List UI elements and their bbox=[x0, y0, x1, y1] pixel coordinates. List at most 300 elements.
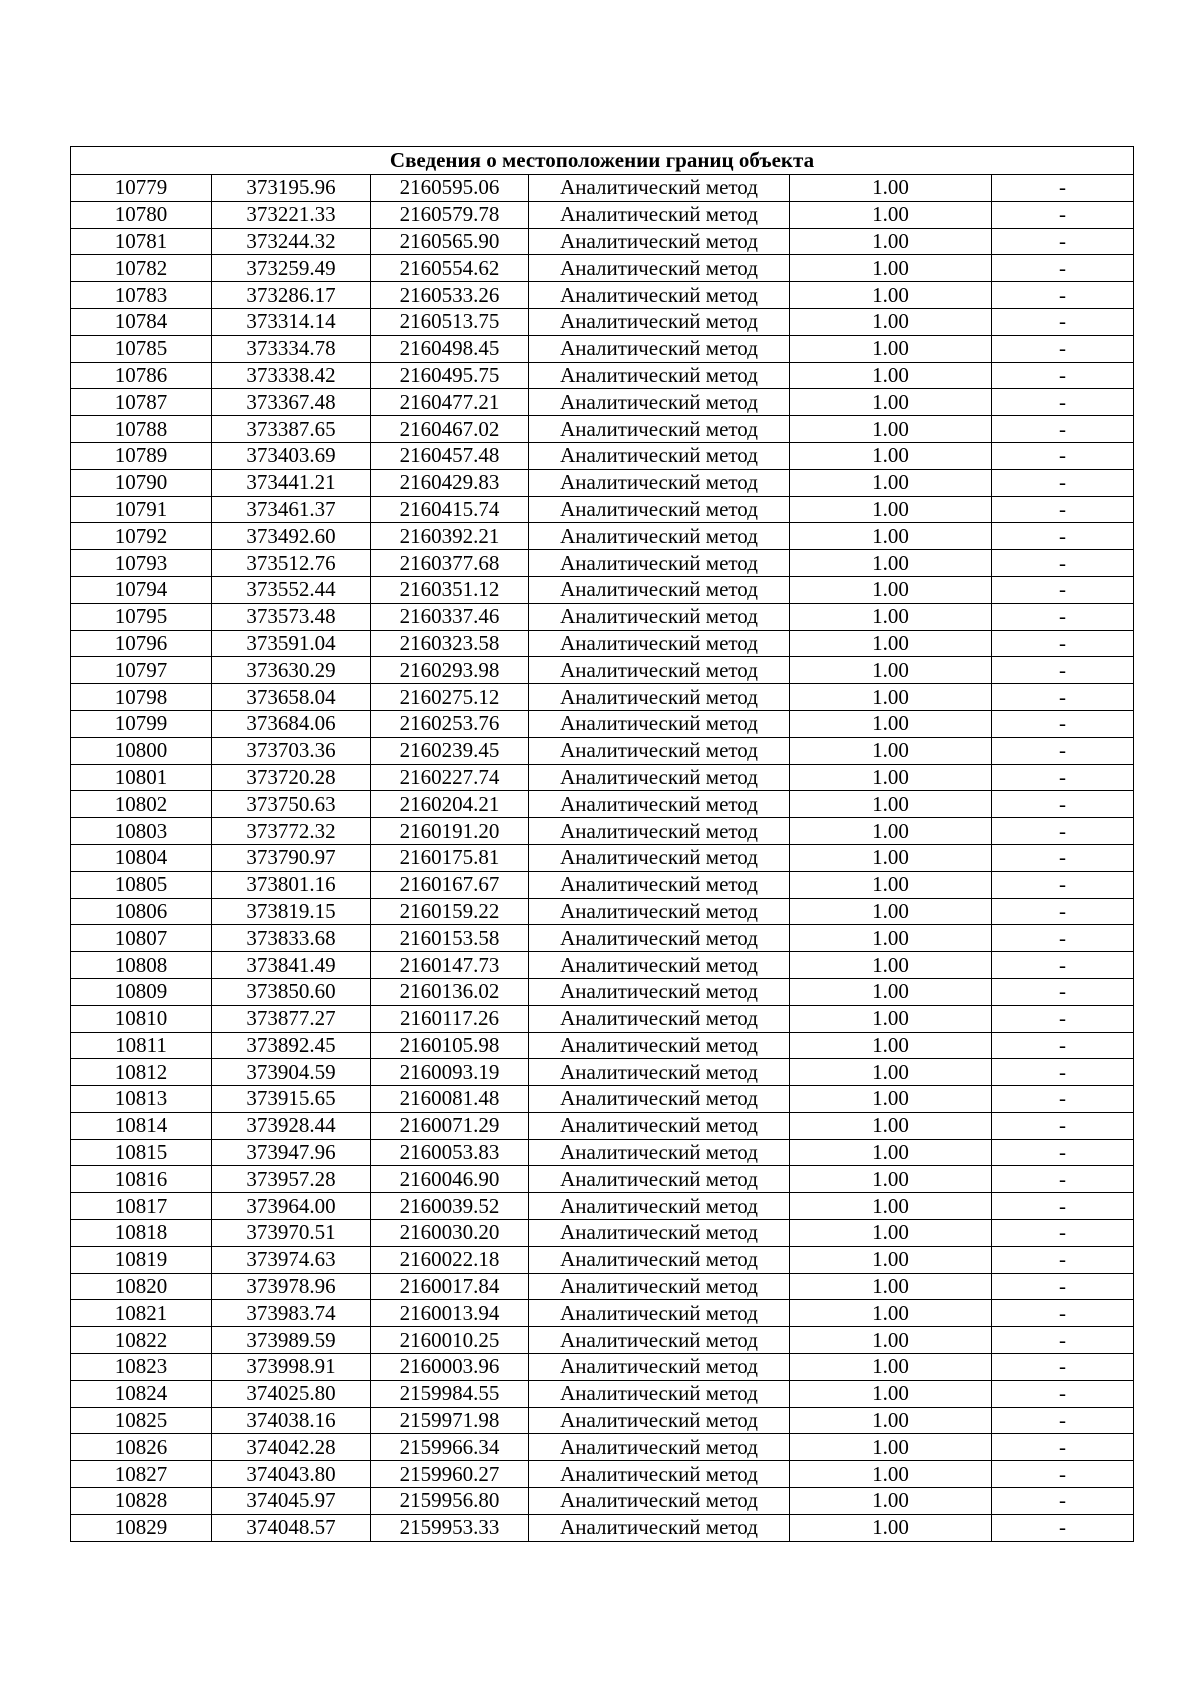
x-coordinate-cell: 373461.37 bbox=[212, 496, 371, 523]
accuracy-cell: 1.00 bbox=[790, 496, 992, 523]
x-coordinate-cell: 373492.60 bbox=[212, 523, 371, 550]
table-row bbox=[71, 1300, 1134, 1327]
x-coordinate-cell: 373750.63 bbox=[212, 791, 371, 818]
point-number-cell: 10796 bbox=[71, 630, 212, 657]
method-cell: Аналитический метод bbox=[529, 389, 790, 416]
accuracy-cell: 1.00 bbox=[790, 1514, 992, 1541]
table-row bbox=[71, 308, 1134, 335]
accuracy-cell: 1.00 bbox=[790, 1166, 992, 1193]
description-cell: - bbox=[992, 737, 1134, 764]
x-coordinate-cell: 373928.44 bbox=[212, 1112, 371, 1139]
y-coordinate-cell: 2160204.21 bbox=[371, 791, 529, 818]
description-cell: - bbox=[992, 764, 1134, 791]
y-coordinate-cell: 2160153.58 bbox=[371, 925, 529, 952]
method-cell: Аналитический метод bbox=[529, 603, 790, 630]
x-coordinate-cell: 373957.28 bbox=[212, 1166, 371, 1193]
method-cell: Аналитический метод bbox=[529, 362, 790, 389]
table-row bbox=[71, 335, 1134, 362]
x-coordinate-cell: 373244.32 bbox=[212, 228, 371, 255]
y-coordinate-cell: 2160323.58 bbox=[371, 630, 529, 657]
description-cell: - bbox=[992, 657, 1134, 684]
x-coordinate-cell: 373591.04 bbox=[212, 630, 371, 657]
table-body bbox=[71, 147, 1134, 1542]
description-cell: - bbox=[992, 1461, 1134, 1488]
accuracy-cell: 1.00 bbox=[790, 1005, 992, 1032]
table-row bbox=[71, 1407, 1134, 1434]
description-cell: - bbox=[992, 175, 1134, 202]
accuracy-cell: 1.00 bbox=[790, 1300, 992, 1327]
x-coordinate-cell: 373195.96 bbox=[212, 175, 371, 202]
accuracy-cell: 1.00 bbox=[790, 1059, 992, 1086]
x-coordinate-cell: 373850.60 bbox=[212, 978, 371, 1005]
point-number-cell: 10786 bbox=[71, 362, 212, 389]
point-number-cell: 10799 bbox=[71, 710, 212, 737]
x-coordinate-cell: 373978.96 bbox=[212, 1273, 371, 1300]
method-cell: Аналитический метод bbox=[529, 1300, 790, 1327]
point-number-cell: 10801 bbox=[71, 764, 212, 791]
y-coordinate-cell: 2160136.02 bbox=[371, 978, 529, 1005]
method-cell: Аналитический метод bbox=[529, 791, 790, 818]
table-row bbox=[71, 416, 1134, 443]
accuracy-cell: 1.00 bbox=[790, 1273, 992, 1300]
method-cell: Аналитический метод bbox=[529, 1461, 790, 1488]
point-number-cell: 10788 bbox=[71, 416, 212, 443]
description-cell: - bbox=[992, 550, 1134, 577]
method-cell: Аналитический метод bbox=[529, 1193, 790, 1220]
y-coordinate-cell: 2159956.80 bbox=[371, 1488, 529, 1515]
table-row bbox=[71, 791, 1134, 818]
table-row bbox=[71, 818, 1134, 845]
point-number-cell: 10779 bbox=[71, 175, 212, 202]
point-number-cell: 10815 bbox=[71, 1139, 212, 1166]
method-cell: Аналитический метод bbox=[529, 1246, 790, 1273]
accuracy-cell: 1.00 bbox=[790, 1461, 992, 1488]
accuracy-cell: 1.00 bbox=[790, 1112, 992, 1139]
accuracy-cell: 1.00 bbox=[790, 952, 992, 979]
point-number-cell: 10783 bbox=[71, 282, 212, 309]
x-coordinate-cell: 373970.51 bbox=[212, 1220, 371, 1247]
accuracy-cell: 1.00 bbox=[790, 335, 992, 362]
point-number-cell: 10826 bbox=[71, 1434, 212, 1461]
table-row bbox=[71, 1193, 1134, 1220]
method-cell: Аналитический метод bbox=[529, 1407, 790, 1434]
point-number-cell: 10821 bbox=[71, 1300, 212, 1327]
description-cell: - bbox=[992, 630, 1134, 657]
table-row bbox=[71, 1032, 1134, 1059]
x-coordinate-cell: 373964.00 bbox=[212, 1193, 371, 1220]
x-coordinate-cell: 374042.28 bbox=[212, 1434, 371, 1461]
point-number-cell: 10787 bbox=[71, 389, 212, 416]
x-coordinate-cell: 373974.63 bbox=[212, 1246, 371, 1273]
y-coordinate-cell: 2160105.98 bbox=[371, 1032, 529, 1059]
table-row bbox=[71, 764, 1134, 791]
y-coordinate-cell: 2159953.33 bbox=[371, 1514, 529, 1541]
description-cell: - bbox=[992, 496, 1134, 523]
accuracy-cell: 1.00 bbox=[790, 1086, 992, 1113]
x-coordinate-cell: 373892.45 bbox=[212, 1032, 371, 1059]
accuracy-cell: 1.00 bbox=[790, 1380, 992, 1407]
x-coordinate-cell: 374045.97 bbox=[212, 1488, 371, 1515]
table-row bbox=[71, 228, 1134, 255]
y-coordinate-cell: 2160071.29 bbox=[371, 1112, 529, 1139]
y-coordinate-cell: 2160392.21 bbox=[371, 523, 529, 550]
point-number-cell: 10791 bbox=[71, 496, 212, 523]
point-number-cell: 10795 bbox=[71, 603, 212, 630]
description-cell: - bbox=[992, 603, 1134, 630]
accuracy-cell: 1.00 bbox=[790, 844, 992, 871]
x-coordinate-cell: 374038.16 bbox=[212, 1407, 371, 1434]
method-cell: Аналитический метод bbox=[529, 1166, 790, 1193]
method-cell: Аналитический метод bbox=[529, 175, 790, 202]
y-coordinate-cell: 2160253.76 bbox=[371, 710, 529, 737]
y-coordinate-cell: 2160081.48 bbox=[371, 1086, 529, 1113]
x-coordinate-cell: 373801.16 bbox=[212, 871, 371, 898]
accuracy-cell: 1.00 bbox=[790, 710, 992, 737]
description-cell: - bbox=[992, 1032, 1134, 1059]
table-row bbox=[71, 1273, 1134, 1300]
table-row bbox=[71, 282, 1134, 309]
table-row bbox=[71, 362, 1134, 389]
accuracy-cell: 1.00 bbox=[790, 308, 992, 335]
method-cell: Аналитический метод bbox=[529, 1273, 790, 1300]
method-cell: Аналитический метод bbox=[529, 657, 790, 684]
x-coordinate-cell: 373403.69 bbox=[212, 442, 371, 469]
accuracy-cell: 1.00 bbox=[790, 175, 992, 202]
method-cell: Аналитический метод bbox=[529, 1488, 790, 1515]
accuracy-cell: 1.00 bbox=[790, 442, 992, 469]
table-row bbox=[71, 603, 1134, 630]
table-row bbox=[71, 1166, 1134, 1193]
method-cell: Аналитический метод bbox=[529, 469, 790, 496]
description-cell: - bbox=[992, 1488, 1134, 1515]
point-number-cell: 10807 bbox=[71, 925, 212, 952]
method-cell: Аналитический метод bbox=[529, 684, 790, 711]
accuracy-cell: 1.00 bbox=[790, 1220, 992, 1247]
description-cell: - bbox=[992, 416, 1134, 443]
method-cell: Аналитический метод bbox=[529, 1220, 790, 1247]
method-cell: Аналитический метод bbox=[529, 952, 790, 979]
y-coordinate-cell: 2160147.73 bbox=[371, 952, 529, 979]
accuracy-cell: 1.00 bbox=[790, 630, 992, 657]
description-cell: - bbox=[992, 442, 1134, 469]
method-cell: Аналитический метод bbox=[529, 737, 790, 764]
description-cell: - bbox=[992, 1139, 1134, 1166]
y-coordinate-cell: 2160117.26 bbox=[371, 1005, 529, 1032]
x-coordinate-cell: 373387.65 bbox=[212, 416, 371, 443]
y-coordinate-cell: 2160565.90 bbox=[371, 228, 529, 255]
table-row bbox=[71, 1380, 1134, 1407]
table-title: Сведения о местоположении границ объекта bbox=[71, 147, 1134, 175]
accuracy-cell: 1.00 bbox=[790, 925, 992, 952]
description-cell: - bbox=[992, 1327, 1134, 1354]
point-number-cell: 10803 bbox=[71, 818, 212, 845]
point-number-cell: 10790 bbox=[71, 469, 212, 496]
accuracy-cell: 1.00 bbox=[790, 871, 992, 898]
table-row bbox=[71, 1354, 1134, 1381]
x-coordinate-cell: 373841.49 bbox=[212, 952, 371, 979]
accuracy-cell: 1.00 bbox=[790, 1246, 992, 1273]
accuracy-cell: 1.00 bbox=[790, 1407, 992, 1434]
x-coordinate-cell: 373720.28 bbox=[212, 764, 371, 791]
point-number-cell: 10822 bbox=[71, 1327, 212, 1354]
description-cell: - bbox=[992, 1166, 1134, 1193]
description-cell: - bbox=[992, 1059, 1134, 1086]
x-coordinate-cell: 373630.29 bbox=[212, 657, 371, 684]
description-cell: - bbox=[992, 710, 1134, 737]
point-number-cell: 10828 bbox=[71, 1488, 212, 1515]
y-coordinate-cell: 2160429.83 bbox=[371, 469, 529, 496]
y-coordinate-cell: 2160457.48 bbox=[371, 442, 529, 469]
y-coordinate-cell: 2160175.81 bbox=[371, 844, 529, 871]
y-coordinate-cell: 2160191.20 bbox=[371, 818, 529, 845]
table-row bbox=[71, 684, 1134, 711]
y-coordinate-cell: 2160017.84 bbox=[371, 1273, 529, 1300]
point-number-cell: 10793 bbox=[71, 550, 212, 577]
description-cell: - bbox=[992, 523, 1134, 550]
x-coordinate-cell: 373512.76 bbox=[212, 550, 371, 577]
y-coordinate-cell: 2160595.06 bbox=[371, 175, 529, 202]
y-coordinate-cell: 2160498.45 bbox=[371, 335, 529, 362]
description-cell: - bbox=[992, 389, 1134, 416]
x-coordinate-cell: 374043.80 bbox=[212, 1461, 371, 1488]
x-coordinate-cell: 374025.80 bbox=[212, 1380, 371, 1407]
x-coordinate-cell: 373877.27 bbox=[212, 1005, 371, 1032]
point-number-cell: 10780 bbox=[71, 201, 212, 228]
description-cell: - bbox=[992, 1434, 1134, 1461]
table-row bbox=[71, 442, 1134, 469]
accuracy-cell: 1.00 bbox=[790, 791, 992, 818]
accuracy-cell: 1.00 bbox=[790, 228, 992, 255]
point-number-cell: 10813 bbox=[71, 1086, 212, 1113]
method-cell: Аналитический метод bbox=[529, 1059, 790, 1086]
description-cell: - bbox=[992, 1193, 1134, 1220]
description-cell: - bbox=[992, 1300, 1134, 1327]
y-coordinate-cell: 2159984.55 bbox=[371, 1380, 529, 1407]
description-cell: - bbox=[992, 791, 1134, 818]
accuracy-cell: 1.00 bbox=[790, 684, 992, 711]
point-number-cell: 10829 bbox=[71, 1514, 212, 1541]
point-number-cell: 10811 bbox=[71, 1032, 212, 1059]
table-row bbox=[71, 710, 1134, 737]
description-cell: - bbox=[992, 1112, 1134, 1139]
method-cell: Аналитический метод bbox=[529, 1005, 790, 1032]
point-number-cell: 10782 bbox=[71, 255, 212, 282]
y-coordinate-cell: 2160554.62 bbox=[371, 255, 529, 282]
x-coordinate-cell: 373983.74 bbox=[212, 1300, 371, 1327]
accuracy-cell: 1.00 bbox=[790, 764, 992, 791]
description-cell: - bbox=[992, 1380, 1134, 1407]
accuracy-cell: 1.00 bbox=[790, 1354, 992, 1381]
y-coordinate-cell: 2160351.12 bbox=[371, 576, 529, 603]
description-cell: - bbox=[992, 818, 1134, 845]
y-coordinate-cell: 2160022.18 bbox=[371, 1246, 529, 1273]
y-coordinate-cell: 2160227.74 bbox=[371, 764, 529, 791]
table-row bbox=[71, 1112, 1134, 1139]
table-row bbox=[71, 1005, 1134, 1032]
accuracy-cell: 1.00 bbox=[790, 282, 992, 309]
table-row bbox=[71, 1086, 1134, 1113]
y-coordinate-cell: 2160275.12 bbox=[371, 684, 529, 711]
method-cell: Аналитический метод bbox=[529, 335, 790, 362]
y-coordinate-cell: 2160239.45 bbox=[371, 737, 529, 764]
point-number-cell: 10785 bbox=[71, 335, 212, 362]
table-row bbox=[71, 1246, 1134, 1273]
method-cell: Аналитический метод bbox=[529, 201, 790, 228]
point-number-cell: 10812 bbox=[71, 1059, 212, 1086]
x-coordinate-cell: 373334.78 bbox=[212, 335, 371, 362]
point-number-cell: 10820 bbox=[71, 1273, 212, 1300]
table-row bbox=[71, 630, 1134, 657]
table-row bbox=[71, 255, 1134, 282]
method-cell: Аналитический метод bbox=[529, 1354, 790, 1381]
x-coordinate-cell: 373573.48 bbox=[212, 603, 371, 630]
accuracy-cell: 1.00 bbox=[790, 1139, 992, 1166]
y-coordinate-cell: 2160013.94 bbox=[371, 1300, 529, 1327]
y-coordinate-cell: 2159966.34 bbox=[371, 1434, 529, 1461]
x-coordinate-cell: 373286.17 bbox=[212, 282, 371, 309]
table-row bbox=[71, 1327, 1134, 1354]
method-cell: Аналитический метод bbox=[529, 308, 790, 335]
method-cell: Аналитический метод bbox=[529, 255, 790, 282]
table-row bbox=[71, 898, 1134, 925]
description-cell: - bbox=[992, 335, 1134, 362]
method-cell: Аналитический метод bbox=[529, 1112, 790, 1139]
method-cell: Аналитический метод bbox=[529, 550, 790, 577]
accuracy-cell: 1.00 bbox=[790, 362, 992, 389]
point-number-cell: 10784 bbox=[71, 308, 212, 335]
description-cell: - bbox=[992, 1246, 1134, 1273]
y-coordinate-cell: 2160415.74 bbox=[371, 496, 529, 523]
method-cell: Аналитический метод bbox=[529, 228, 790, 255]
method-cell: Аналитический метод bbox=[529, 496, 790, 523]
table-row bbox=[71, 1139, 1134, 1166]
accuracy-cell: 1.00 bbox=[790, 469, 992, 496]
table-row bbox=[71, 550, 1134, 577]
method-cell: Аналитический метод bbox=[529, 1327, 790, 1354]
method-cell: Аналитический метод bbox=[529, 630, 790, 657]
x-coordinate-cell: 373790.97 bbox=[212, 844, 371, 871]
x-coordinate-cell: 374048.57 bbox=[212, 1514, 371, 1541]
table-row bbox=[71, 925, 1134, 952]
point-number-cell: 10781 bbox=[71, 228, 212, 255]
description-cell: - bbox=[992, 308, 1134, 335]
point-number-cell: 10802 bbox=[71, 791, 212, 818]
method-cell: Аналитический метод bbox=[529, 1032, 790, 1059]
method-cell: Аналитический метод bbox=[529, 818, 790, 845]
x-coordinate-cell: 373998.91 bbox=[212, 1354, 371, 1381]
description-cell: - bbox=[992, 362, 1134, 389]
point-number-cell: 10806 bbox=[71, 898, 212, 925]
x-coordinate-cell: 373947.96 bbox=[212, 1139, 371, 1166]
method-cell: Аналитический метод bbox=[529, 898, 790, 925]
accuracy-cell: 1.00 bbox=[790, 818, 992, 845]
accuracy-cell: 1.00 bbox=[790, 255, 992, 282]
accuracy-cell: 1.00 bbox=[790, 201, 992, 228]
description-cell: - bbox=[992, 1273, 1134, 1300]
method-cell: Аналитический метод bbox=[529, 282, 790, 309]
table-row bbox=[71, 201, 1134, 228]
accuracy-cell: 1.00 bbox=[790, 1193, 992, 1220]
description-cell: - bbox=[992, 1407, 1134, 1434]
description-cell: - bbox=[992, 898, 1134, 925]
description-cell: - bbox=[992, 576, 1134, 603]
x-coordinate-cell: 373259.49 bbox=[212, 255, 371, 282]
y-coordinate-cell: 2160467.02 bbox=[371, 416, 529, 443]
point-number-cell: 10789 bbox=[71, 442, 212, 469]
table-row bbox=[71, 871, 1134, 898]
y-coordinate-cell: 2159971.98 bbox=[371, 1407, 529, 1434]
x-coordinate-cell: 373367.48 bbox=[212, 389, 371, 416]
point-number-cell: 10792 bbox=[71, 523, 212, 550]
method-cell: Аналитический метод bbox=[529, 844, 790, 871]
table-row bbox=[71, 657, 1134, 684]
description-cell: - bbox=[992, 925, 1134, 952]
point-number-cell: 10804 bbox=[71, 844, 212, 871]
point-number-cell: 10794 bbox=[71, 576, 212, 603]
method-cell: Аналитический метод bbox=[529, 925, 790, 952]
y-coordinate-cell: 2160579.78 bbox=[371, 201, 529, 228]
y-coordinate-cell: 2160337.46 bbox=[371, 603, 529, 630]
x-coordinate-cell: 373989.59 bbox=[212, 1327, 371, 1354]
accuracy-cell: 1.00 bbox=[790, 657, 992, 684]
y-coordinate-cell: 2159960.27 bbox=[371, 1461, 529, 1488]
y-coordinate-cell: 2160167.67 bbox=[371, 871, 529, 898]
point-number-cell: 10824 bbox=[71, 1380, 212, 1407]
y-coordinate-cell: 2160513.75 bbox=[371, 308, 529, 335]
description-cell: - bbox=[992, 469, 1134, 496]
description-cell: - bbox=[992, 1005, 1134, 1032]
table-row bbox=[71, 1220, 1134, 1247]
method-cell: Аналитический метод bbox=[529, 416, 790, 443]
boundary-coordinates-table bbox=[70, 146, 1134, 1542]
x-coordinate-cell: 373441.21 bbox=[212, 469, 371, 496]
method-cell: Аналитический метод bbox=[529, 576, 790, 603]
table-row bbox=[71, 523, 1134, 550]
x-coordinate-cell: 373904.59 bbox=[212, 1059, 371, 1086]
accuracy-cell: 1.00 bbox=[790, 389, 992, 416]
description-cell: - bbox=[992, 282, 1134, 309]
table-row bbox=[71, 1434, 1134, 1461]
table-row bbox=[71, 1514, 1134, 1541]
table-row bbox=[71, 1488, 1134, 1515]
x-coordinate-cell: 373338.42 bbox=[212, 362, 371, 389]
method-cell: Аналитический метод bbox=[529, 1380, 790, 1407]
description-cell: - bbox=[992, 255, 1134, 282]
table-row bbox=[71, 175, 1134, 202]
table-row bbox=[71, 737, 1134, 764]
point-number-cell: 10798 bbox=[71, 684, 212, 711]
y-coordinate-cell: 2160533.26 bbox=[371, 282, 529, 309]
table-row bbox=[71, 844, 1134, 871]
description-cell: - bbox=[992, 1086, 1134, 1113]
point-number-cell: 10797 bbox=[71, 657, 212, 684]
y-coordinate-cell: 2160093.19 bbox=[371, 1059, 529, 1086]
table-row bbox=[71, 576, 1134, 603]
method-cell: Аналитический метод bbox=[529, 978, 790, 1005]
y-coordinate-cell: 2160030.20 bbox=[371, 1220, 529, 1247]
y-coordinate-cell: 2160039.52 bbox=[371, 1193, 529, 1220]
table-row bbox=[71, 1461, 1134, 1488]
table-row bbox=[71, 469, 1134, 496]
y-coordinate-cell: 2160159.22 bbox=[371, 898, 529, 925]
point-number-cell: 10810 bbox=[71, 1005, 212, 1032]
accuracy-cell: 1.00 bbox=[790, 550, 992, 577]
description-cell: - bbox=[992, 952, 1134, 979]
method-cell: Аналитический метод bbox=[529, 523, 790, 550]
y-coordinate-cell: 2160477.21 bbox=[371, 389, 529, 416]
table-row bbox=[71, 978, 1134, 1005]
description-cell: - bbox=[992, 1514, 1134, 1541]
